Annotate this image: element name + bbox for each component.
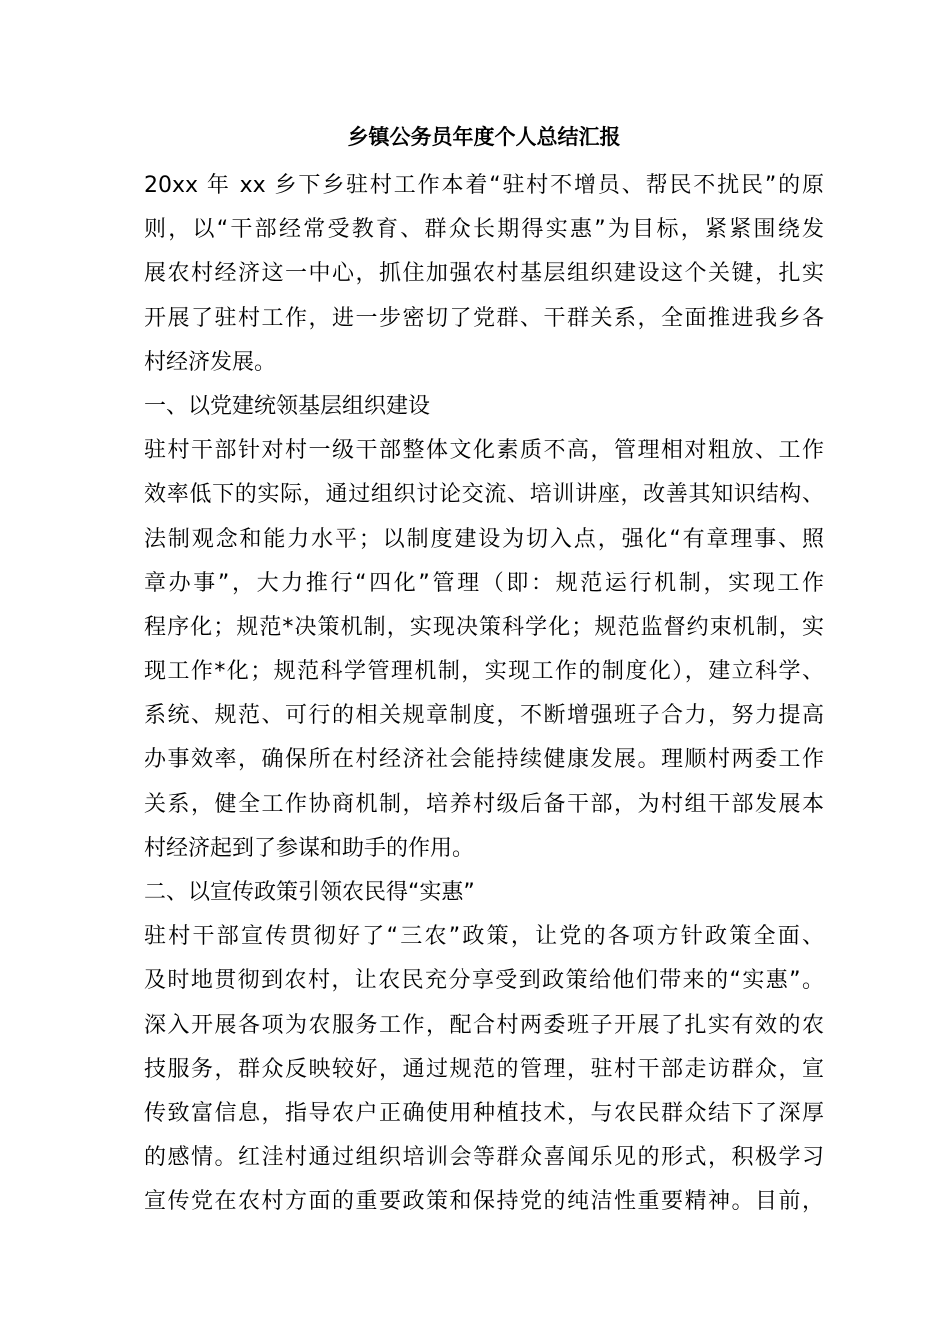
body-line: 章办事”，大力推行“四化”管理（即：规范运行机制，实现工作	[144, 570, 824, 596]
body-line: 驻村干部宣传贯彻好了“三农”政策，让党的各项方针政策全面、	[144, 924, 824, 950]
body-line: 则，以“干部经常受教育、群众长期得实惠”为目标，紧紧围绕发	[144, 217, 824, 243]
body-line: 的感情。红洼村通过组织培训会等群众喜闻乐见的形式，积极学习	[144, 1145, 824, 1171]
body-line: 村经济起到了参谋和助手的作用。	[144, 835, 475, 861]
body-line: 法制观念和能力水平；以制度建设为切入点，强化“有章理事、照	[144, 526, 824, 552]
body-line: 技服务，群众反映较好，通过规范的管理，驻村干部走访群众，宣	[144, 1056, 824, 1082]
body-line: 及时地贯彻到农村，让农民充分享受到政策给他们带来的“实惠”。	[144, 968, 824, 994]
body-line: 传致富信息，指导农户正确使用种植技术，与农民群众结下了深厚	[144, 1100, 824, 1126]
document-page	[144, 122, 824, 1225]
body-line: 展农村经济这一中心，抓住加强农村基层组织建设这个关键，扎实	[144, 261, 824, 287]
document-body	[144, 164, 824, 1225]
body-line: 关系，健全工作协商机制，培养村级后备干部，为村组干部发展本	[144, 791, 824, 817]
body-line: 开展了驻村工作，进一步密切了党群、干群关系，全面推进我乡各	[144, 305, 824, 331]
body-line: 深入开展各项为农服务工作，配合村两委班子开展了扎实有效的农	[144, 1012, 824, 1038]
document-title: 乡镇公务员年度个人总结汇报	[347, 125, 621, 149]
body-line: 一、以党建统领基层组织建设	[144, 393, 431, 419]
body-line: 驻村干部针对村一级干部整体文化素质不高，管理相对粗放、工作	[144, 438, 824, 464]
body-line: 办事效率，确保所在村经济社会能持续健康发展。理顺村两委工作	[144, 747, 824, 773]
body-line: 效率低下的实际，通过组织讨论交流、培训讲座，改善其知识结构、	[144, 482, 824, 508]
body-line: 程序化；规范*决策机制，实现决策科学化；规范监督约束机制，实	[144, 614, 824, 640]
body-line: 20xx 年 xx 乡下乡驻村工作本着“驻村不增员、帮民不扰民”的原	[144, 173, 824, 198]
body-line: 系统、规范、可行的相关规章制度，不断增强班子合力，努力提高	[144, 703, 824, 729]
body-line: 二、以宣传政策引领农民得“实惠”	[144, 880, 475, 905]
body-line: 现工作*化；规范科学管理机制，实现工作的制度化），建立科学、	[144, 659, 824, 685]
body-line: 宣传党在农村方面的重要政策和保持党的纯洁性重要精神。目前，	[144, 1189, 824, 1215]
body-line: 村经济发展。	[144, 349, 277, 375]
